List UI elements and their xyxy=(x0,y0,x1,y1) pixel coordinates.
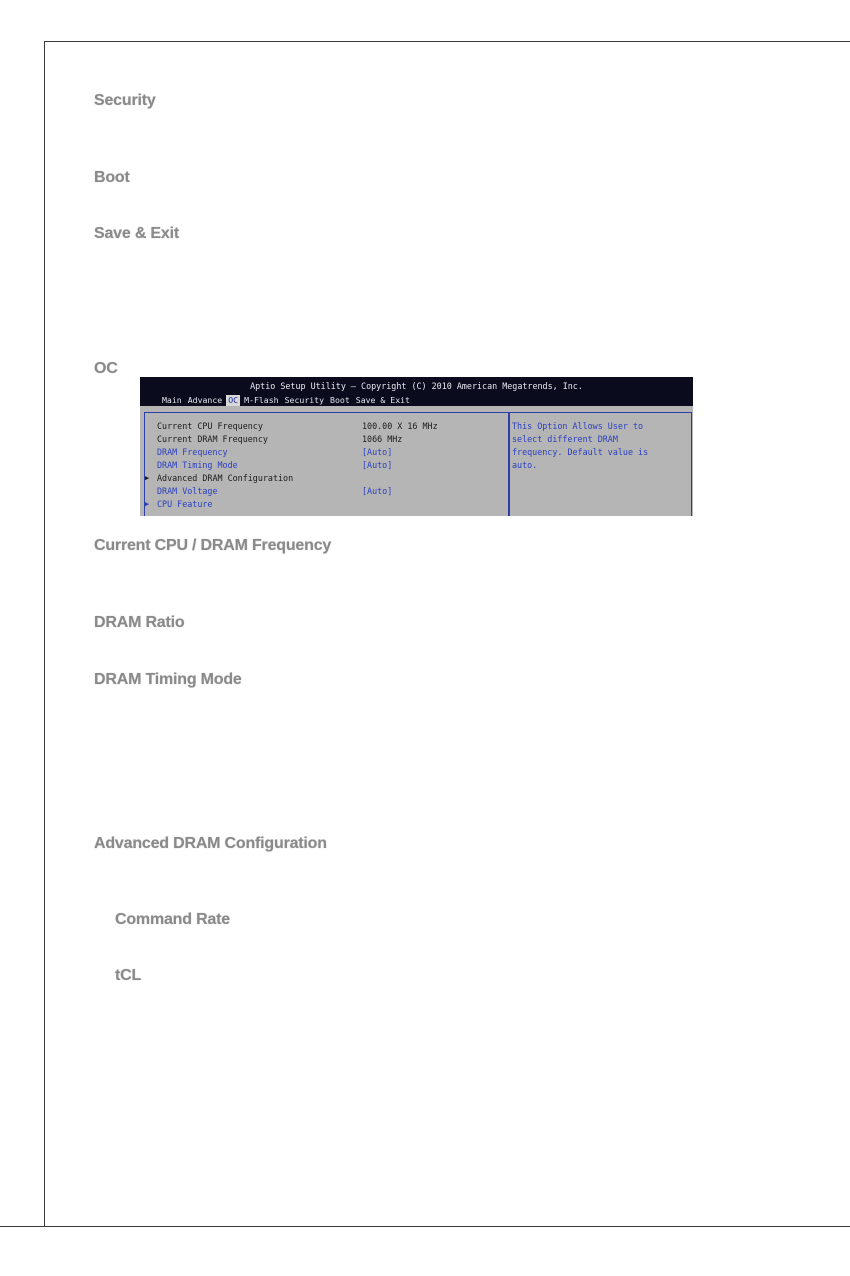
heading-oc: OC xyxy=(94,360,118,377)
bios-item-label: Current DRAM Frequency xyxy=(157,434,268,444)
bios-item-value: 100.00 X 16 MHz xyxy=(362,421,438,431)
bios-tab-security[interactable]: Security xyxy=(284,395,325,405)
bios-item-label: CPU Feature xyxy=(157,499,213,509)
bios-tab-advance[interactable]: Advance xyxy=(187,395,223,405)
submenu-arrow-icon: ▶ xyxy=(145,500,150,508)
bios-tab-m-flash[interactable]: M-Flash xyxy=(244,395,279,405)
heading-tcl: tCL xyxy=(115,967,142,984)
bios-item-label: Current CPU Frequency xyxy=(157,421,263,431)
heading-advanced-dram-configuration: Advanced DRAM Configuration xyxy=(94,835,327,852)
bios-help-text: This Option Allows User to select different DRAM frequency. Default value is auto. xyxy=(512,421,649,470)
page-frame-bottom xyxy=(0,1226,850,1227)
bios-screenshot xyxy=(140,377,693,516)
bios-tab-oc[interactable]: OC xyxy=(228,395,239,405)
bios-item-label: DRAM Timing Mode xyxy=(157,460,238,470)
bios-tab-save-exit[interactable]: Save & Exit xyxy=(355,395,410,405)
bios-settings-panel xyxy=(144,412,510,516)
heading-dram-ratio: DRAM Ratio xyxy=(94,614,185,631)
bios-item-value[interactable]: [Auto] xyxy=(362,486,393,496)
bios-item-value[interactable]: [Auto] xyxy=(362,447,393,457)
heading-security: Security xyxy=(94,92,156,109)
bios-title: Aptio Setup Utility – Copyright (C) 2010 American Megatrends, Inc. xyxy=(250,381,583,391)
bios-item-value[interactable]: [Auto] xyxy=(362,460,393,470)
bios-item-value: 1066 MHz xyxy=(362,434,403,444)
bios-item-label: DRAM Voltage xyxy=(157,486,218,496)
page-frame-top xyxy=(44,41,850,42)
heading-current-frequency: Current CPU / DRAM Frequency xyxy=(94,537,332,554)
bios-tab-main[interactable]: Main xyxy=(162,395,182,405)
heading-dram-timing-mode: DRAM Timing Mode xyxy=(94,671,242,688)
heading-boot: Boot xyxy=(94,169,130,186)
bios-title-bar xyxy=(140,377,693,397)
heading-command-rate: Command Rate xyxy=(115,911,230,928)
bios-tabs xyxy=(160,395,414,406)
page-frame-left xyxy=(44,41,45,1226)
heading-save-exit: Save & Exit xyxy=(94,225,179,242)
bios-help-panel xyxy=(508,412,692,516)
submenu-arrow-icon: ▶ xyxy=(145,474,150,482)
bios-tab-boot[interactable]: Boot xyxy=(330,395,350,405)
bios-item-label: DRAM Frequency xyxy=(157,447,228,457)
bios-item-label: Advanced DRAM Configuration xyxy=(157,473,294,483)
